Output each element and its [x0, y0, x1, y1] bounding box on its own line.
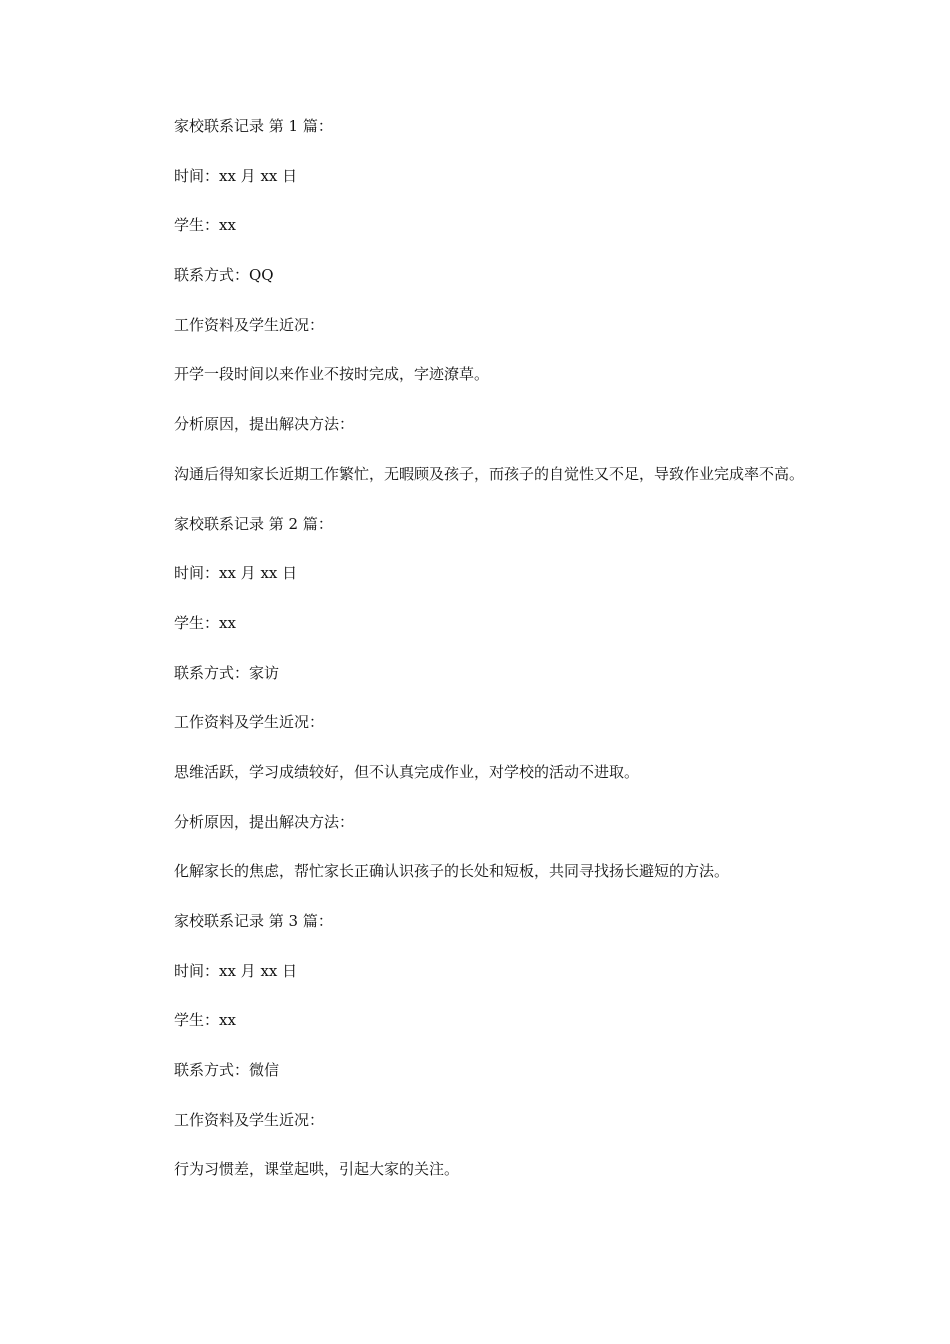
record-3-heading: 家校联系记录 第 3 篇：: [174, 912, 333, 930]
record-1-contact-method: 联系方式：QQ: [174, 266, 274, 285]
record-3-time: 时间：xx 月 xx 日: [174, 961, 298, 980]
record-2-heading: 家校联系记录 第 2 篇：: [174, 514, 333, 533]
record-2-situation-label: 工作资料及学生近况：: [174, 713, 325, 732]
record-2-student: 学生：xx: [174, 613, 236, 632]
record-1-heading: 家校联系记录 第 1 篇：: [174, 117, 333, 135]
record-1-analysis-label: 分析原因，提出解决方法：: [174, 415, 355, 434]
record-1-student: 学生：xx: [174, 216, 236, 235]
record-1-analysis-text: 沟通后得知家长近期工作繁忙，无暇顾及孩子，而孩子的自觉性又不足，导致作业完成率不高。: [174, 464, 805, 483]
record-2-analysis-label: 分析原因，提出解决方法：: [174, 812, 355, 831]
record-2-situation-text: 思维活跃，学习成绩较好，但不认真完成作业，对学校的活动不进取。: [174, 762, 640, 781]
record-2-time: 时间：xx 月 xx 日: [174, 564, 298, 583]
record-2-contact-method: 联系方式：家访: [174, 663, 280, 682]
record-3-situation-text: 行为习惯差，课堂起哄，引起大家的关注。: [174, 1160, 460, 1179]
record-2-analysis-text: 化解家长的焦虑，帮忙家长正确认识孩子的长处和短板，共同寻找扬长避短的方法。: [174, 862, 730, 881]
record-1-situation-text: 开学一段时间以来作业不按时完成，字迹潦草。: [174, 365, 490, 384]
record-1-time: 时间：xx 月 xx 日: [174, 166, 298, 185]
record-3-student: 学生：xx: [174, 1011, 236, 1030]
record-3-contact-method: 联系方式：微信: [174, 1061, 280, 1080]
record-1-situation-label: 工作资料及学生近况：: [174, 315, 325, 334]
document-body: [140, 114, 820, 1207]
record-3-situation-label: 工作资料及学生近况：: [174, 1110, 325, 1129]
